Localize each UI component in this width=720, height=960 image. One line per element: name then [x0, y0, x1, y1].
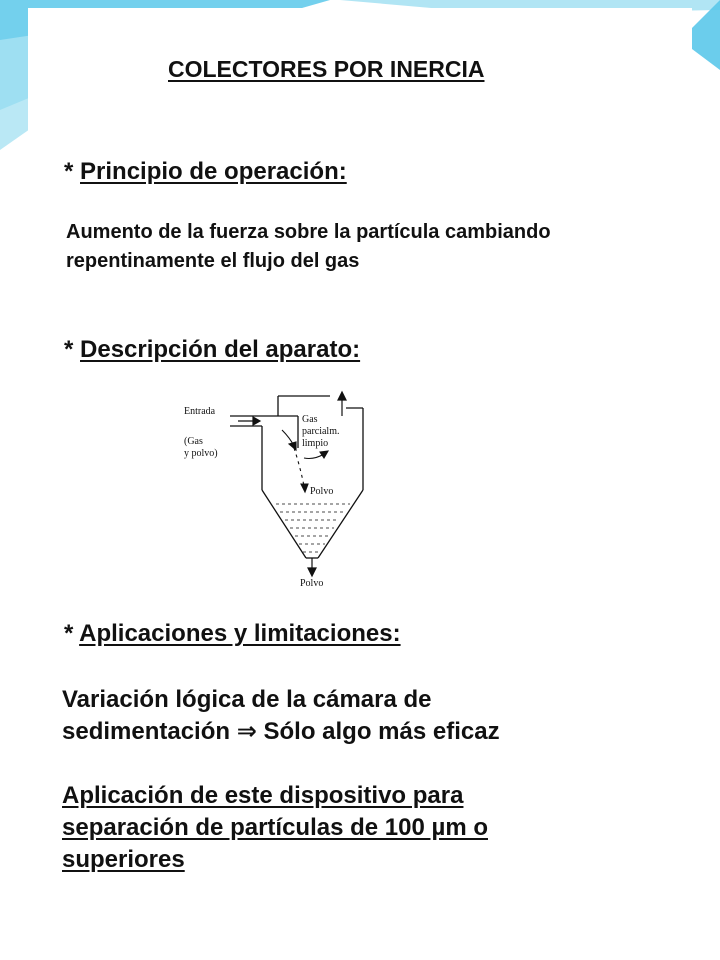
heading-text: Principio de operación:	[80, 158, 347, 185]
section-heading-description	[64, 336, 360, 364]
text-line: separación de partículas de 100 µm o	[62, 814, 488, 841]
heading-text: Aplicaciones y limitaciones:	[79, 620, 401, 647]
heading-text: Descripción del aparato:	[80, 336, 361, 363]
bullet: *	[64, 336, 81, 363]
deflection-arrow-icon	[282, 430, 296, 450]
section-heading-applications	[64, 620, 401, 648]
label-gas-limpio-1: Gas	[302, 414, 318, 425]
text-line: Variación lógica de la cámara de	[62, 686, 432, 713]
limitations-paragraph	[62, 684, 692, 748]
text-line: Aplicación de este dispositivo para	[62, 782, 464, 809]
label-gas-limpio-2: parcialm.	[302, 426, 340, 437]
clean-gas-arrow-icon	[304, 451, 328, 459]
slide-page	[28, 8, 692, 960]
slide-title: COLECTORES POR INERCIA	[168, 56, 485, 82]
text-line: superiores	[62, 846, 185, 873]
inlet-arrow-icon	[238, 417, 260, 425]
label-entrada: Entrada	[184, 406, 216, 417]
text-line: Aumento de la fuerza sobre la partícula cambiando	[66, 221, 551, 243]
discharge-arrow-icon	[308, 558, 316, 576]
inertial-collector-diagram	[178, 386, 408, 596]
principle-paragraph	[66, 218, 686, 276]
text-line: sedimentación ⇒ Sólo algo más eficaz	[62, 718, 500, 745]
bullet: *	[64, 158, 81, 185]
label-polvo-bottom: Polvo	[300, 578, 324, 589]
application-paragraph	[62, 780, 692, 876]
vessel-outline	[230, 396, 363, 558]
label-polvo-middle: Polvo	[310, 486, 334, 497]
section-heading-principle	[64, 158, 347, 186]
particle-path-arrow-icon	[294, 448, 308, 492]
label-gas-limpio-3: limpio	[302, 438, 329, 449]
outlet-arrow-icon	[338, 392, 346, 416]
label-gas-polvo-2: y polvo)	[184, 448, 218, 459]
bullet: *	[64, 620, 80, 647]
label-gas-polvo-1: (Gas	[184, 436, 203, 447]
text-line: repentinamente el flujo del gas	[66, 250, 360, 272]
